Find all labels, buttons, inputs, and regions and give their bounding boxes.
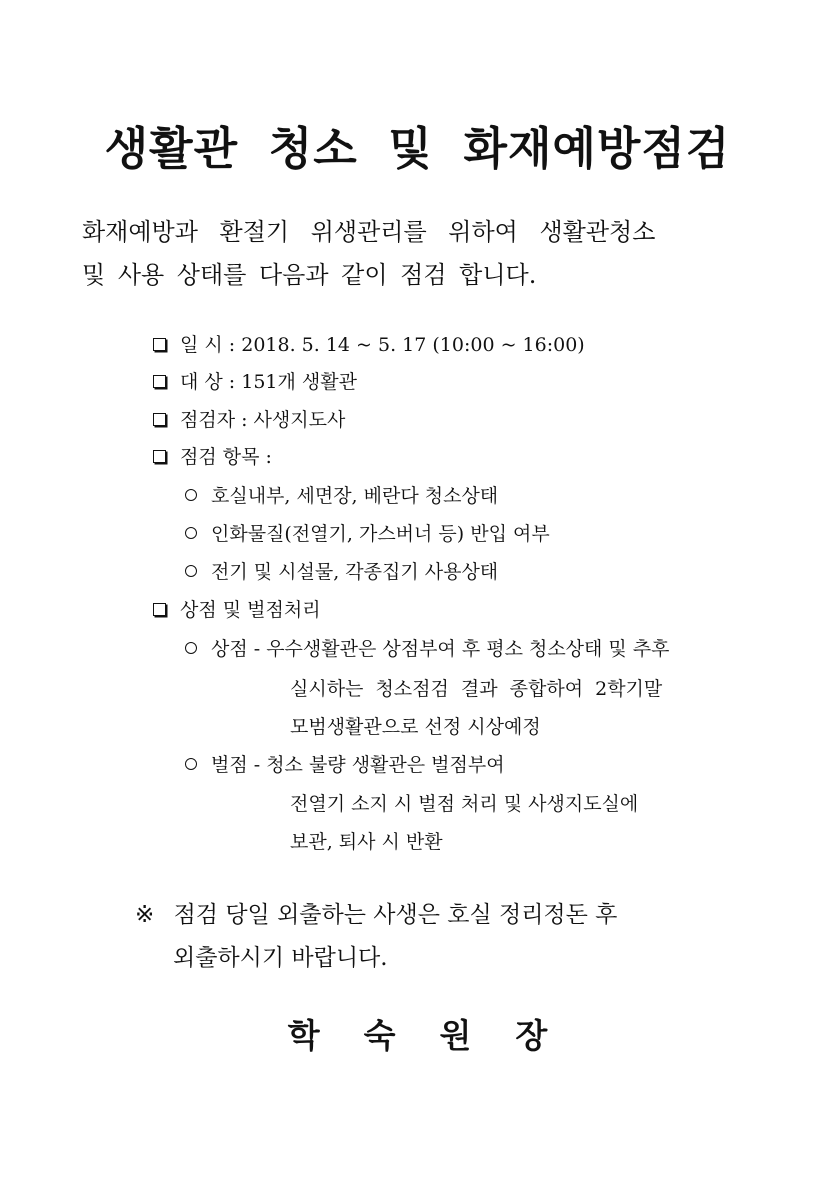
penalty-text-1: 벌점 - 청소 불량 생활관은 벌점부여 bbox=[211, 754, 505, 776]
square-bullet-icon bbox=[153, 603, 166, 616]
item-target bbox=[153, 370, 357, 394]
check-item-text: 전기 및 시설물, 각종집기 사용상태 bbox=[211, 561, 499, 583]
signature-char: 숙 bbox=[363, 1016, 396, 1055]
square-bullet-icon bbox=[153, 338, 166, 351]
circle-bullet-icon bbox=[185, 758, 197, 770]
penalty-line-3: 보관, 퇴사 시 반환 bbox=[290, 831, 443, 853]
circle-bullet-icon bbox=[185, 527, 197, 539]
signature bbox=[0, 1010, 835, 1057]
item-check-label bbox=[153, 445, 272, 469]
penalty-line-1 bbox=[185, 753, 505, 777]
reward-line-2: 실시하는 청소점검 결과 종합하여 2학기말 bbox=[290, 678, 663, 700]
item-reward-label bbox=[153, 598, 321, 622]
target-text: 대 상 : 151개 생활관 bbox=[180, 371, 357, 393]
circle-bullet-icon bbox=[185, 642, 197, 654]
circle-bullet-icon bbox=[185, 565, 197, 577]
square-bullet-icon bbox=[153, 375, 166, 388]
reward-line-3: 모범생활관으로 선정 시상예정 bbox=[290, 716, 541, 738]
item-inspector bbox=[153, 408, 345, 432]
check-item-text: 인화물질(전열기, 가스버너 등) 반입 여부 bbox=[211, 523, 550, 545]
check-item bbox=[185, 522, 550, 546]
check-item bbox=[185, 484, 498, 508]
check-item bbox=[185, 560, 498, 584]
page-title: 생활관 청소 및 화재예방점검 bbox=[104, 122, 731, 175]
square-bullet-icon bbox=[153, 413, 166, 426]
reference-mark: ※ bbox=[135, 902, 155, 928]
intro-line-1: 화재예방과 환절기 위생관리를 위하여 생활관청소 bbox=[82, 218, 656, 246]
intro-line-2: 및 사용 상태를 다음과 같이 점검 합니다. bbox=[82, 261, 537, 289]
reward-label: 상점 및 벌점처리 bbox=[180, 599, 321, 621]
signature-char: 학 bbox=[287, 1016, 320, 1055]
reward-text-1: 상점 - 우수생활관은 상점부여 후 평소 청소상태 및 추후 bbox=[211, 638, 670, 660]
inspector-text: 점검자 : 사생지도사 bbox=[180, 409, 346, 431]
notice-line-2: 외출하시기 바랍니다. bbox=[173, 945, 388, 971]
signature-char: 원 bbox=[439, 1016, 472, 1055]
check-items-label: 점검 항목 : bbox=[180, 446, 272, 468]
signature-char: 장 bbox=[515, 1016, 548, 1055]
penalty-line-2: 전열기 소지 시 벌점 처리 및 사생지도실에 bbox=[290, 793, 639, 815]
item-date bbox=[153, 333, 585, 357]
notice-text-1: 점검 당일 외출하는 사생은 호실 정리정돈 후 bbox=[173, 902, 618, 928]
notice-line-1 bbox=[135, 896, 617, 929]
square-bullet-icon bbox=[153, 450, 166, 463]
reward-line-1 bbox=[185, 637, 670, 661]
circle-bullet-icon bbox=[185, 489, 197, 501]
date-text: 일 시 : 2018. 5. 14 ~ 5. 17 (10:00 ~ 16:00) bbox=[180, 334, 585, 356]
check-item-text: 호실내부, 세면장, 베란다 청소상태 bbox=[211, 485, 499, 507]
